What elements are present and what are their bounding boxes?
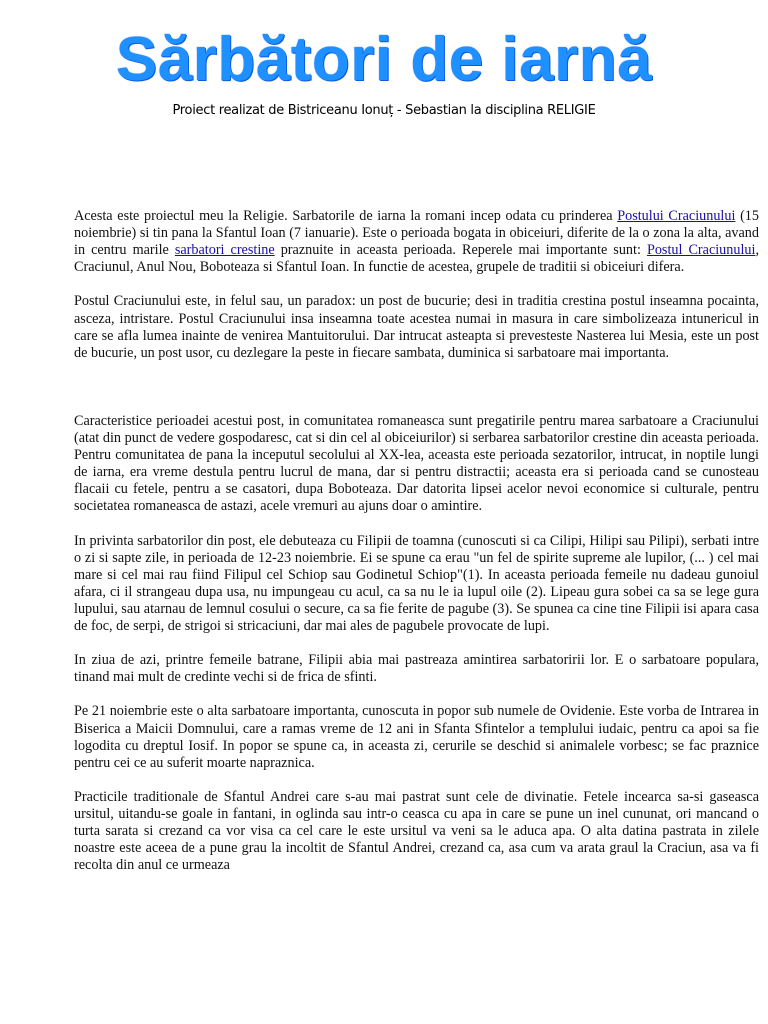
paragraph-filipii: In privinta sarbatorilor din post, ele debuteaza cu Filipii de toamna (cunoscuti si ca Cilipi, Hilipi sau Pilipi), serbati intre o zi si sapte zile, in perioada de 12-23 noiembrie. Ei se spune ca erau "un fel de spirite supreme ale lupilor, (... ) cel mai mare si cel mai rau fiind Filipul cel Schiop sau Godinetul Schiop"(1). In aceasta perioada femeile nu dadeau gunoiul afara, ci il strangeau dupa usa, nu impungeau cu acul, ca sa nu le ia lupul oile (2). Lipeau gura sobei ca sa se lege gura lupului, sau atarnau de lemnul cosului o secure, ca sa fie ferite de pagube (3). Se spunea ca cine tine Filipii isi apara casa de foc, de serpi, de strigoi si stricaciuni, dar mai ales de pagubele provocate de lupi.	[74, 532, 759, 634]
paragraph-text: , Craciunul, Anul Nou, Boboteaza si Sfantul Ioan. In functie de acestea, grupele de traditii si obiceiuri difera.	[74, 242, 759, 276]
paragraph-text: Acesta este proiectul meu la Religie. Sarbatorile de iarna la romani incep odata cu prinderea	[74, 208, 618, 224]
paragraph-text: praznuite in aceasta perioada. Reperele mai importante sunt:	[274, 242, 647, 259]
page-subtitle: Proiect realizat de Bistriceanu Ionuț - Sebastian la disciplina RELIGIE	[172, 103, 596, 118]
link-sarbatori-crestine[interactable]: sarbatori crestine	[174, 242, 275, 259]
paragraph-postul-craciunului: Postul Craciunului este, in felul sau, un paradox: un post de bucurie; desi in traditia crestina postul inseamna pocainta, asceza, intristare. Postul Craciunului insa inseamna toate acestea numai in masura in care simbolizeaza intunericul in care se afla lumea inainte de venirea Mantuitorului. Dar intrucat asteapta si prevesteste Nasterea lui Mesia, este un post de bucurie, un post usor, cu dezlegare la peste in fiecare sambata, duminica si sarbatoare mai importanta.	[74, 293, 759, 361]
title-container	[0, 22, 768, 98]
link-postul-craciunului[interactable]: Postului Craciunului	[617, 208, 736, 224]
link-postul-craciunului-2[interactable]: Postul Craciunului	[646, 242, 756, 259]
paragraph-ovidenie: Pe 21 noiembrie este o alta sarbatoare importanta, cunoscuta in popor sub numele de Ovidenie. Este vorba de Intrarea in Biserica a Maicii Domnului, care a ramas vreme de 12 ani in Sfanta Sfintelor a templului iudaic, pentru ca apoi sa fie logodita cu dreptul Iosif. In popor se spune ca, in aceasta zi, cerurile se deschid si animalele vorbesc; se fac praznice pentru cei ce au suferit moarte napraznica.	[74, 703, 759, 771]
paragraph-sfantul-andrei: Practicile traditionale de Sfantul Andrei care s-au mai pastrat sunt cele de divinatie. Fetele incearca sa-si gaseasca ursitul, uitandu-se goale in fantani, in oglinda sau intr-o ceasca cu apa in care se pune un inel cununat, ori mancand o turta sarata si crezand ca vor visa ca cel care le este ursitul va veni sa le aduca apa. O alta datina pastrata in zilele noastre este aceea de a pune grau la incoltit de Sfantul Andrei, crezand ca, asa cum va arata graul la Craciun, asa va fi recolta din anul ce urmeaza	[74, 788, 759, 874]
paragraph-azi: In ziua de azi, printre femeile batrane, Filipii abia mai pastreaza amintirea sarbatoririi lor. E o sarbatoare populara, tinand mai mult de credinte vechi si de frica de sfinti.	[74, 652, 759, 686]
paragraph-text: (15 noiembrie) si tin pana la Sfantul Ioan (7 ianuarie). Este o perioada bogata in obiceiuri, diferite de la o zona la alta, avand in centru marile	[74, 208, 759, 259]
paragraph-intro	[74, 208, 759, 276]
paragraph-caracteristice: Caracteristice perioadei acestui post, in comunitatea romaneasca sunt pregatirile pentru marea sarbatoare a Craciunului (atat din punct de vedere gospodaresc, cat si din cel al obiceiurilor) si serbarea sarbatorilor crestine din aceasta perioada. Pentru comunitatea de pana la inceputul secolului al XX-lea, aceasta este perioada sezatorilor, intrucat, in noptile lungi de iarna, era vreme destula pentru lucrul de mana, dar si pentru distractii; aceasta era si perioada cand se cunosteau flacaii cu fetele, pentru a se casatori, dupa Boboteaza. Dar datorita lipsei acelor nevoi economice si culturale, pentru societatea romaneasca de astazi, acele vremuri au ajuns doar o amintire.	[74, 412, 759, 515]
document-body	[74, 208, 759, 891]
page-title: Sărbători de iarnă	[115, 25, 653, 94]
